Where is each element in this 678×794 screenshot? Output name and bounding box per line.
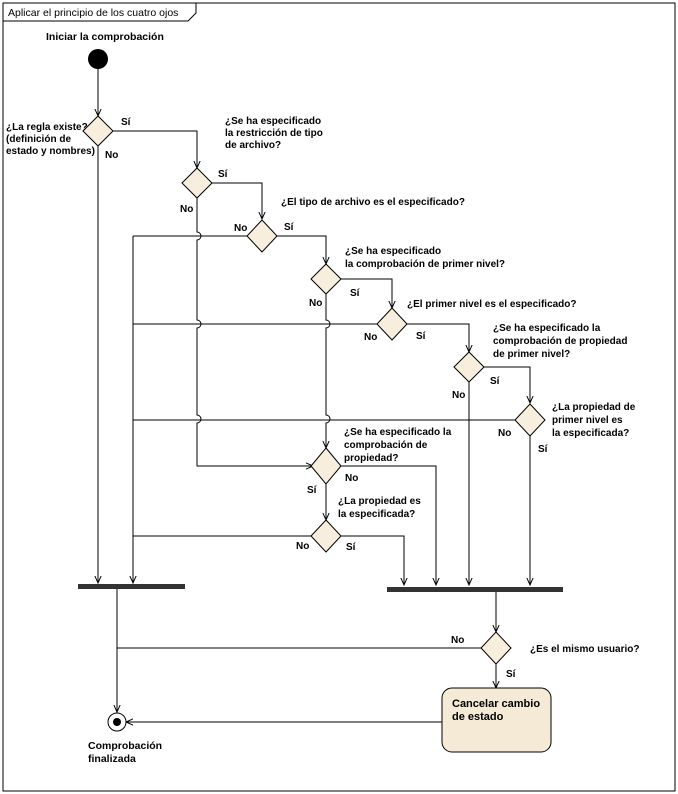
frame-title: Aplicar el principio de los cuatro ojos	[8, 7, 179, 19]
d2-no-label: No	[180, 204, 194, 215]
d2-yes-label: Sí	[218, 169, 228, 180]
decision-d9	[296, 496, 421, 553]
d4-text-1: ¿Se ha especificado	[345, 246, 442, 257]
d8-no-label: No	[345, 473, 359, 484]
d5-no-label: No	[364, 332, 378, 343]
d1-yes-label: Sí	[121, 117, 131, 128]
action-text-2: de estado	[452, 711, 504, 723]
d7-text-1: ¿La propiedad de	[552, 402, 636, 413]
decision-d10	[451, 632, 639, 680]
decision-d1	[6, 116, 132, 161]
d7-yes-label: Sí	[538, 444, 548, 455]
d1-text-2: (definición de	[6, 134, 71, 145]
d9-text-2: la especificada?	[338, 509, 416, 520]
start-node	[46, 31, 164, 69]
d7-text-3: la especificada?	[552, 428, 630, 439]
action-cancel-state-change	[442, 688, 551, 752]
decision-d3	[234, 197, 465, 252]
d3-yes-label: Sí	[284, 222, 294, 233]
d4-no-label: No	[309, 298, 323, 309]
d1-no-label: No	[105, 150, 119, 161]
d1-text-3: estado y nombres)	[6, 146, 95, 157]
decision-d6	[452, 323, 627, 401]
d3-no-label: No	[234, 223, 248, 234]
d6-text-2: comprobación de propiedad	[493, 336, 628, 347]
d7-no-label: No	[498, 428, 512, 439]
decision-d8	[307, 427, 452, 496]
d5-text-1: ¿El primer nivel es el especificado?	[407, 299, 577, 310]
d8-text-2: comprobación de	[344, 440, 428, 451]
d4-text-2: la comprobación de primer nivel?	[345, 259, 506, 270]
d6-yes-label: Sí	[490, 376, 500, 387]
d10-text-1: ¿Es el mismo usuario?	[530, 644, 640, 655]
d2-text-3: de archivo?	[225, 140, 282, 151]
start-label: Iniciar la comprobación	[46, 31, 164, 43]
d8-text-1: ¿Se ha especificado la	[344, 427, 452, 438]
join-bar-right	[387, 587, 563, 592]
d9-yes-label: Sí	[346, 542, 356, 553]
d6-no-label: No	[452, 390, 466, 401]
d10-yes-label: Sí	[506, 669, 516, 680]
final-node	[88, 713, 162, 765]
d8-yes-label: Sí	[307, 485, 317, 496]
decision-d7	[498, 402, 636, 455]
d1-text-1: ¿La regla existe?	[6, 122, 88, 133]
d8-text-3: propiedad?	[344, 453, 399, 464]
d9-no-label: No	[296, 541, 310, 552]
d5-yes-label: Sí	[416, 331, 426, 342]
d9-text-1: ¿La propiedad es	[338, 496, 421, 507]
d3-text-1: ¿El tipo de archivo es el especificado?	[281, 197, 465, 208]
d6-text-1: ¿Se ha especificado la	[493, 323, 601, 334]
d10-no-label: No	[451, 635, 465, 646]
action-text-1: Cancelar cambio	[452, 698, 541, 710]
d4-yes-label: Sí	[350, 288, 360, 299]
d2-text-2: la restricción de tipo	[225, 128, 323, 139]
d6-text-3: de primer nivel?	[493, 349, 571, 360]
end-label-2: finalizada	[88, 753, 136, 765]
d2-text-1: ¿Se ha especificado	[225, 116, 322, 127]
join-bar-left	[78, 584, 185, 589]
end-label-1: Comprobación	[88, 740, 163, 752]
d7-text-2: primer nivel es	[552, 415, 623, 426]
